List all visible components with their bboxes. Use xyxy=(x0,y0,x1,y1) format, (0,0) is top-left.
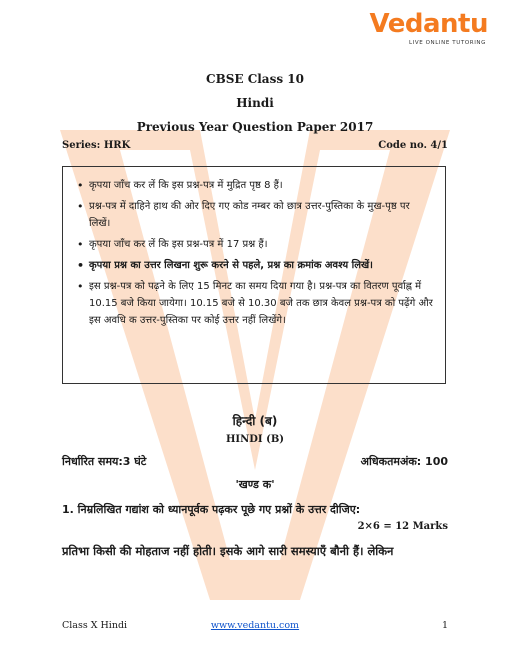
logo-wordmark: Vedantu xyxy=(369,9,488,39)
code-label: Code no. 4/1 xyxy=(378,140,448,151)
instructions-list xyxy=(63,167,445,329)
logo-tagline: LIVE ONLINE TUTORING xyxy=(408,40,486,46)
maximum-marks: अधिकतमअंक: 100 xyxy=(360,455,448,468)
series-label: Series: HRK xyxy=(62,140,131,151)
footer-link[interactable]: www.vedantu.com xyxy=(210,620,300,631)
instruction-item: • प्रश्न-पत्र में दाहिने हाथ की ओर दिए गए कोड नम्बर को छात्र उत्तर-पुस्तिका के मुख-पृष्ठ पर लिखें। xyxy=(89,198,433,232)
vedantu-logo[interactable] xyxy=(369,9,488,56)
section-english-title: HINDI (B) xyxy=(225,434,284,445)
passage-text: प्रतिभा किसी की मोहताज नहीं होती। इसके आगे सारी समस्याएँ बौनी हैं। लेकिन xyxy=(62,544,394,558)
instructions-box xyxy=(62,166,446,384)
section-khand: 'खण्ड क' xyxy=(235,478,275,491)
paper-class: CBSE Class 10 xyxy=(206,72,304,86)
instruction-item: • कृपया प्रश्न का उत्तर लिखना शुरू करने से पहले, प्रश्न का क्रमांक अवश्य लिखें। xyxy=(89,257,433,274)
instruction-item: • कृपया जाँच कर लें कि इस प्रश्न-पत्र में 17 प्रश्न हैं। xyxy=(89,236,433,253)
section-hindi-title: हिन्दी (ब) xyxy=(232,414,278,428)
paper-subject: Hindi xyxy=(236,96,274,110)
paper-title: Previous Year Question Paper 2017 xyxy=(136,120,374,134)
question-1-marks: 2×6 = 12 Marks xyxy=(357,521,448,532)
page-number: 1 xyxy=(441,620,448,631)
instruction-item: • इस प्रश्न-पत्र को पढ़ने के लिए 15 मिनट का समय दिया गया है। प्रश्न-पत्र का वितरण पूर्वाह्न में 10.15 बजे किया जायेगा। 10.15 बजे से 10.30 बजे तक छात्र केवल प्रश्न-पत्र को पढ़ेंगे और इस अवधि क उत्तर-पुस्तिका पर कोई उत्तर नहीं लिखेंगे। xyxy=(89,278,433,329)
question-1: 1. निम्रलिखित गद्यांश को ध्यानपूर्वक पढ़कर पूछे गए प्रश्नों के उत्तर दीजिए: xyxy=(62,503,361,516)
footer-class: Class X Hindi xyxy=(62,620,128,631)
instruction-item: • कृपया जाँच कर लें कि इस प्रश्न-पत्र में मुद्रित पृष्ठ 8 हैं। xyxy=(89,177,433,194)
time-allowed: निर्धारित समय:3 घंटे xyxy=(62,455,147,468)
